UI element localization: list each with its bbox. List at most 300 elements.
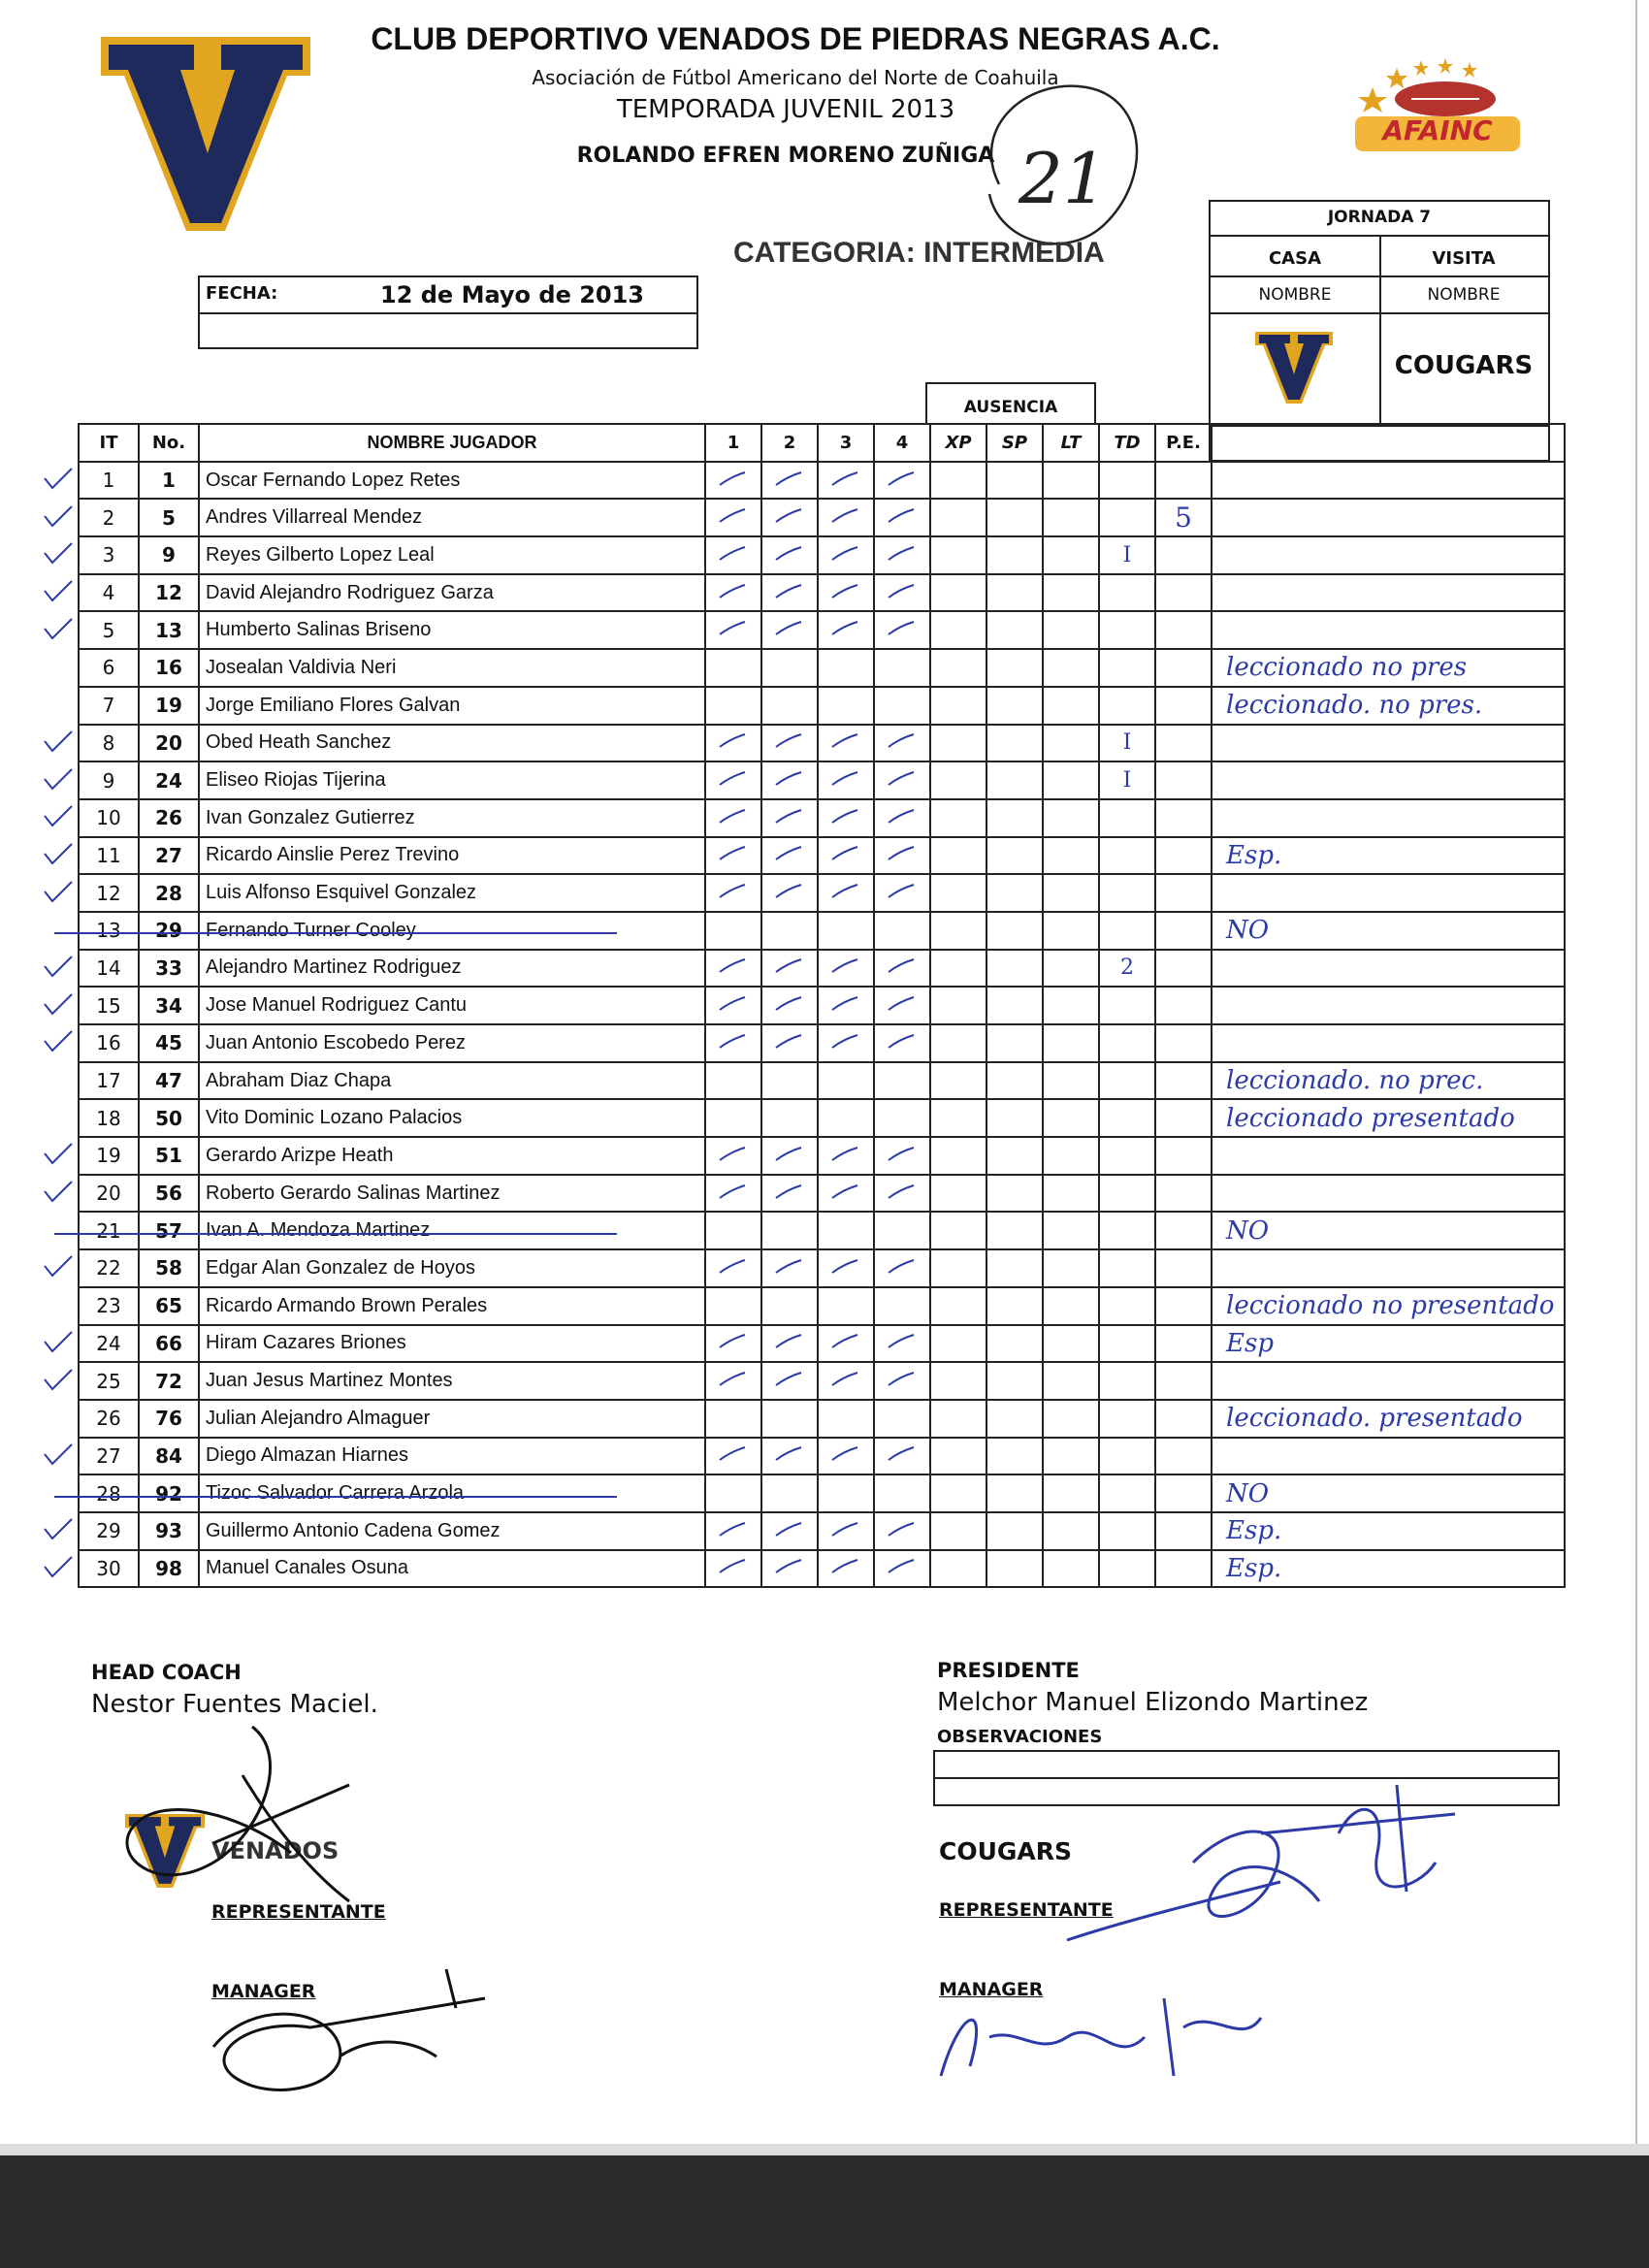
td-cell bbox=[1099, 1550, 1155, 1588]
td-cell bbox=[1099, 1474, 1155, 1512]
quarter-2-cell bbox=[761, 462, 818, 500]
pe-cell bbox=[1155, 1438, 1212, 1475]
margin-check bbox=[39, 765, 78, 798]
table-row bbox=[79, 1175, 1565, 1213]
margin-check bbox=[39, 1178, 78, 1211]
head-coach-name: Nestor Fuentes Maciel. bbox=[91, 1690, 378, 1719]
quarter-3-cell bbox=[818, 1362, 874, 1400]
xp-cell bbox=[930, 611, 986, 649]
row-it: 18 bbox=[79, 1099, 139, 1137]
observation-cell bbox=[1212, 611, 1565, 649]
td-cell bbox=[1099, 1212, 1155, 1249]
quarter-1-cell bbox=[705, 1325, 761, 1363]
margin-check bbox=[39, 615, 78, 648]
row-number: 56 bbox=[139, 1175, 199, 1213]
xp-cell bbox=[930, 536, 986, 574]
pe-cell bbox=[1155, 837, 1212, 875]
away-name-label: NOMBRE bbox=[1427, 285, 1501, 305]
observation-cell: leccionado no pres bbox=[1212, 649, 1565, 687]
home-manager-label: MANAGER bbox=[211, 1981, 316, 2002]
away-team-name: COUGARS bbox=[1394, 351, 1534, 380]
quarter-3-cell bbox=[818, 1212, 874, 1249]
row-it: 10 bbox=[79, 799, 139, 837]
row-it: 27 bbox=[79, 1438, 139, 1475]
row-it: 28 bbox=[79, 1474, 139, 1512]
xp-cell bbox=[930, 1362, 986, 1400]
pe-cell bbox=[1155, 1212, 1212, 1249]
td-cell bbox=[1099, 912, 1155, 950]
xp-cell bbox=[930, 1287, 986, 1325]
margin-check bbox=[39, 1328, 78, 1361]
away-representative-signature bbox=[1048, 1775, 1474, 1969]
td-cell bbox=[1099, 987, 1155, 1024]
lt-cell bbox=[1043, 1362, 1099, 1400]
player-name: Julian Alejandro Almaguer bbox=[199, 1400, 705, 1438]
td-cell bbox=[1099, 1512, 1155, 1550]
lt-cell bbox=[1043, 1249, 1099, 1287]
sp-cell bbox=[986, 761, 1043, 799]
table-row bbox=[79, 761, 1565, 799]
quarter-3-cell bbox=[818, 1325, 874, 1363]
td-cell bbox=[1099, 1287, 1155, 1325]
player-name: Eliseo Riojas Tijerina bbox=[199, 761, 705, 799]
table-row bbox=[79, 1249, 1565, 1287]
table-row bbox=[79, 687, 1565, 725]
observation-cell: Esp. bbox=[1212, 1550, 1565, 1588]
xp-cell bbox=[930, 1325, 986, 1363]
table-row bbox=[79, 1325, 1565, 1363]
xp-cell bbox=[930, 761, 986, 799]
season-title: TEMPORADA JUVENIL 2013 bbox=[616, 95, 955, 124]
margin-check bbox=[39, 728, 78, 761]
quarter-2-cell bbox=[761, 912, 818, 950]
lt-cell bbox=[1043, 1137, 1099, 1175]
lt-cell bbox=[1043, 536, 1099, 574]
lt-cell bbox=[1043, 649, 1099, 687]
observation-cell bbox=[1212, 574, 1565, 612]
lt-cell bbox=[1043, 1474, 1099, 1512]
quarter-3-cell bbox=[818, 912, 874, 950]
lt-cell bbox=[1043, 1550, 1099, 1588]
afa-logo-text: AFAINC bbox=[1382, 114, 1493, 146]
quarter-4-cell bbox=[874, 837, 930, 875]
quarter-4-cell bbox=[874, 950, 930, 988]
absence-header: AUSENCIA bbox=[925, 382, 1096, 425]
footer-away-team: COUGARS bbox=[939, 1837, 1073, 1865]
col-it: IT bbox=[79, 424, 139, 462]
col-q2: 2 bbox=[761, 424, 818, 462]
quarter-1-cell bbox=[705, 1249, 761, 1287]
home-name-label: NOMBRE bbox=[1258, 285, 1332, 305]
pe-cell bbox=[1155, 1249, 1212, 1287]
quarter-1-cell bbox=[705, 649, 761, 687]
quarter-4-cell bbox=[874, 1362, 930, 1400]
lt-cell bbox=[1043, 1175, 1099, 1213]
row-number: 19 bbox=[139, 687, 199, 725]
player-name: Jorge Emiliano Flores Galvan bbox=[199, 687, 705, 725]
table-row bbox=[79, 649, 1565, 687]
xp-cell bbox=[930, 837, 986, 875]
lt-cell bbox=[1043, 1062, 1099, 1100]
player-name: Ricardo Armando Brown Perales bbox=[199, 1287, 705, 1325]
player-name: Andres Villarreal Mendez bbox=[199, 499, 705, 536]
td-cell bbox=[1099, 1062, 1155, 1100]
quarter-1-cell bbox=[705, 837, 761, 875]
quarter-4-cell bbox=[874, 761, 930, 799]
quarter-3-cell bbox=[818, 1438, 874, 1475]
category-label: CATEGORIA: INTERMEDIA bbox=[733, 237, 1105, 269]
quarter-1-cell bbox=[705, 687, 761, 725]
player-name: Hiram Cazares Briones bbox=[199, 1325, 705, 1363]
head-coach-signature bbox=[97, 1717, 388, 1911]
row-it: 1 bbox=[79, 462, 139, 500]
td-cell: I bbox=[1099, 536, 1155, 574]
observation-cell bbox=[1212, 987, 1565, 1024]
observation-cell bbox=[1212, 462, 1565, 500]
row-number: 47 bbox=[139, 1062, 199, 1100]
pe-cell bbox=[1155, 649, 1212, 687]
player-name: Luis Alfonso Esquivel Gonzalez bbox=[199, 874, 705, 912]
quarter-4-cell bbox=[874, 462, 930, 500]
home-label: CASA bbox=[1268, 248, 1322, 269]
player-name: Ivan Gonzalez Gutierrez bbox=[199, 799, 705, 837]
quarter-3-cell bbox=[818, 1024, 874, 1062]
margin-check bbox=[39, 990, 78, 1023]
quarter-3-cell bbox=[818, 1474, 874, 1512]
quarter-2-cell bbox=[761, 725, 818, 762]
quarter-4-cell bbox=[874, 1099, 930, 1137]
quarter-2-cell bbox=[761, 1024, 818, 1062]
quarter-1-cell bbox=[705, 725, 761, 762]
lt-cell bbox=[1043, 1512, 1099, 1550]
margin-check bbox=[39, 840, 78, 873]
row-number: 27 bbox=[139, 837, 199, 875]
lt-cell bbox=[1043, 1212, 1099, 1249]
xp-cell bbox=[930, 912, 986, 950]
col-observations bbox=[1212, 424, 1565, 462]
margin-check bbox=[39, 1252, 78, 1285]
player-name: Tizoc Salvador Carrera Arzola bbox=[199, 1474, 705, 1512]
pe-cell bbox=[1155, 1137, 1212, 1175]
date-box bbox=[198, 275, 698, 349]
row-it: 7 bbox=[79, 687, 139, 725]
quarter-2-cell bbox=[761, 950, 818, 988]
lt-cell bbox=[1043, 874, 1099, 912]
row-it: 20 bbox=[79, 1175, 139, 1213]
observation-cell bbox=[1212, 799, 1565, 837]
col-name: NOMBRE JUGADOR bbox=[199, 424, 705, 462]
quarter-4-cell bbox=[874, 1400, 930, 1438]
player-name: Ivan A. Mendoza Martinez bbox=[199, 1212, 705, 1249]
sp-cell bbox=[986, 1062, 1043, 1100]
venados-logo bbox=[101, 37, 310, 231]
sp-cell bbox=[986, 987, 1043, 1024]
quarter-4-cell bbox=[874, 1249, 930, 1287]
quarter-2-cell bbox=[761, 1325, 818, 1363]
quarter-3-cell bbox=[818, 725, 874, 762]
td-cell bbox=[1099, 1099, 1155, 1137]
quarter-3-cell bbox=[818, 1512, 874, 1550]
away-manager-signature bbox=[931, 1979, 1280, 2095]
quarter-2-cell bbox=[761, 987, 818, 1024]
table-row bbox=[79, 1362, 1565, 1400]
quarter-2-cell bbox=[761, 649, 818, 687]
table-row bbox=[79, 1512, 1565, 1550]
pe-cell bbox=[1155, 1099, 1212, 1137]
president-name: Melchor Manuel Elizondo Martinez bbox=[937, 1688, 1369, 1717]
row-it: 16 bbox=[79, 1024, 139, 1062]
col-no: No. bbox=[139, 424, 199, 462]
table-row bbox=[79, 1474, 1565, 1512]
sp-cell bbox=[986, 1249, 1043, 1287]
lt-cell bbox=[1043, 1400, 1099, 1438]
sp-cell bbox=[986, 1550, 1043, 1588]
quarter-1-cell bbox=[705, 499, 761, 536]
quarter-2-cell bbox=[761, 1062, 818, 1100]
xp-cell bbox=[930, 1474, 986, 1512]
table-row bbox=[79, 837, 1565, 875]
sp-cell bbox=[986, 1438, 1043, 1475]
player-name: Ricardo Ainslie Perez Trevino bbox=[199, 837, 705, 875]
margin-check bbox=[39, 1027, 78, 1060]
quarter-4-cell bbox=[874, 987, 930, 1024]
row-it: 24 bbox=[79, 1325, 139, 1363]
pe-cell bbox=[1155, 611, 1212, 649]
pe-cell bbox=[1155, 574, 1212, 612]
pe-cell: 5 bbox=[1155, 499, 1212, 536]
observation-cell bbox=[1212, 1249, 1565, 1287]
margin-check bbox=[39, 1366, 78, 1399]
quarter-4-cell bbox=[874, 874, 930, 912]
observation-cell: Esp bbox=[1212, 1325, 1565, 1363]
sp-cell bbox=[986, 1099, 1043, 1137]
quarter-1-cell bbox=[705, 1512, 761, 1550]
col-q3: 3 bbox=[818, 424, 874, 462]
footer-home-team: VENADOS bbox=[211, 1837, 340, 1864]
observation-cell: NO bbox=[1212, 1212, 1565, 1249]
td-cell bbox=[1099, 1438, 1155, 1475]
lt-cell bbox=[1043, 725, 1099, 762]
td-cell bbox=[1099, 574, 1155, 612]
observation-cell bbox=[1212, 1438, 1565, 1475]
quarter-3-cell bbox=[818, 462, 874, 500]
margin-check bbox=[39, 1515, 78, 1548]
row-it: 14 bbox=[79, 950, 139, 988]
quarter-2-cell bbox=[761, 574, 818, 612]
table-row bbox=[79, 725, 1565, 762]
lt-cell bbox=[1043, 574, 1099, 612]
lt-cell bbox=[1043, 950, 1099, 988]
table-row bbox=[79, 611, 1565, 649]
quarter-3-cell bbox=[818, 799, 874, 837]
player-name: Jose Manuel Rodriguez Cantu bbox=[199, 987, 705, 1024]
row-it: 13 bbox=[79, 912, 139, 950]
quarter-3-cell bbox=[818, 1287, 874, 1325]
quarter-1-cell bbox=[705, 462, 761, 500]
sp-cell bbox=[986, 1287, 1043, 1325]
table-row bbox=[79, 1024, 1565, 1062]
quarter-4-cell bbox=[874, 912, 930, 950]
row-number: 29 bbox=[139, 912, 199, 950]
sp-cell bbox=[986, 1325, 1043, 1363]
td-cell bbox=[1099, 649, 1155, 687]
quarter-2-cell bbox=[761, 1438, 818, 1475]
lt-cell bbox=[1043, 1438, 1099, 1475]
row-it: 23 bbox=[79, 1287, 139, 1325]
player-name: Vito Dominic Lozano Palacios bbox=[199, 1099, 705, 1137]
player-name: Manuel Canales Osuna bbox=[199, 1550, 705, 1588]
handwritten-number: 21 bbox=[1018, 138, 1108, 219]
row-number: 26 bbox=[139, 799, 199, 837]
table-row bbox=[79, 499, 1565, 536]
row-it: 4 bbox=[79, 574, 139, 612]
row-number: 58 bbox=[139, 1249, 199, 1287]
player-name: Diego Almazan Hiarnes bbox=[199, 1438, 705, 1475]
quarter-4-cell bbox=[874, 1474, 930, 1512]
observation-cell: NO bbox=[1212, 1474, 1565, 1512]
row-it: 22 bbox=[79, 1249, 139, 1287]
table-row bbox=[79, 1062, 1565, 1100]
quarter-2-cell bbox=[761, 1287, 818, 1325]
quarter-4-cell bbox=[874, 1212, 930, 1249]
sp-cell bbox=[986, 1024, 1043, 1062]
margin-check bbox=[39, 1140, 78, 1173]
home-representative-label: REPRESENTANTE bbox=[211, 1901, 386, 1923]
sp-cell bbox=[986, 1362, 1043, 1400]
row-number: 72 bbox=[139, 1362, 199, 1400]
col-q1: 1 bbox=[705, 424, 761, 462]
quarter-3-cell bbox=[818, 1400, 874, 1438]
row-it: 15 bbox=[79, 987, 139, 1024]
lt-cell bbox=[1043, 799, 1099, 837]
observation-cell: leccionado. no prec. bbox=[1212, 1062, 1565, 1100]
td-cell bbox=[1099, 799, 1155, 837]
xp-cell bbox=[930, 462, 986, 500]
date-label: FECHA: bbox=[206, 283, 278, 304]
col-xp: XP bbox=[930, 424, 986, 462]
lt-cell bbox=[1043, 912, 1099, 950]
sp-cell bbox=[986, 725, 1043, 762]
pe-cell bbox=[1155, 761, 1212, 799]
pe-cell bbox=[1155, 536, 1212, 574]
margin-check bbox=[39, 1553, 78, 1586]
home-manager-signature bbox=[194, 1960, 504, 2115]
lt-cell bbox=[1043, 611, 1099, 649]
observations-label: OBSERVACIONES bbox=[937, 1727, 1103, 1747]
pe-cell bbox=[1155, 1512, 1212, 1550]
row-number: 1 bbox=[139, 462, 199, 500]
row-it: 2 bbox=[79, 499, 139, 536]
table-header-row bbox=[79, 424, 1565, 462]
quarter-1-cell bbox=[705, 1400, 761, 1438]
quarter-3-cell bbox=[818, 874, 874, 912]
xp-cell bbox=[930, 1212, 986, 1249]
roster-table bbox=[78, 423, 1566, 1588]
table-row bbox=[79, 950, 1565, 988]
observation-cell bbox=[1212, 874, 1565, 912]
away-manager-label: MANAGER bbox=[939, 1979, 1044, 2000]
xp-cell bbox=[930, 987, 986, 1024]
td-cell bbox=[1099, 837, 1155, 875]
td-cell bbox=[1099, 499, 1155, 536]
quarter-3-cell bbox=[818, 1062, 874, 1100]
quarter-2-cell bbox=[761, 499, 818, 536]
observation-cell bbox=[1212, 725, 1565, 762]
quarter-1-cell bbox=[705, 1474, 761, 1512]
col-lt: LT bbox=[1043, 424, 1099, 462]
row-number: 45 bbox=[139, 1024, 199, 1062]
pe-cell bbox=[1155, 1474, 1212, 1512]
table-row bbox=[79, 536, 1565, 574]
quarter-1-cell bbox=[705, 1550, 761, 1588]
player-name: Guillermo Antonio Cadena Gomez bbox=[199, 1512, 705, 1550]
pe-cell bbox=[1155, 1550, 1212, 1588]
official-name: ROLANDO EFREN MORENO ZUÑIGA bbox=[576, 144, 995, 168]
quarter-3-cell bbox=[818, 1099, 874, 1137]
row-number: 66 bbox=[139, 1325, 199, 1363]
away-representative-label: REPRESENTANTE bbox=[939, 1899, 1114, 1921]
jornada-title: JORNADA 7 bbox=[1327, 208, 1432, 227]
margin-check bbox=[39, 953, 78, 986]
sp-cell bbox=[986, 1175, 1043, 1213]
pe-cell bbox=[1155, 874, 1212, 912]
quarter-3-cell bbox=[818, 536, 874, 574]
pe-cell bbox=[1155, 1175, 1212, 1213]
player-name: Abraham Diaz Chapa bbox=[199, 1062, 705, 1100]
row-number: 34 bbox=[139, 987, 199, 1024]
margin-check bbox=[39, 465, 78, 498]
quarter-2-cell bbox=[761, 1362, 818, 1400]
td-cell bbox=[1099, 1362, 1155, 1400]
lt-cell bbox=[1043, 1024, 1099, 1062]
quarter-4-cell bbox=[874, 649, 930, 687]
quarter-2-cell bbox=[761, 1212, 818, 1249]
home-team-logo bbox=[1255, 332, 1333, 404]
row-number: 9 bbox=[139, 536, 199, 574]
observation-cell: NO bbox=[1212, 912, 1565, 950]
away-label: VISITA bbox=[1432, 248, 1496, 269]
xp-cell bbox=[930, 1550, 986, 1588]
player-name: Juan Jesus Martinez Montes bbox=[199, 1362, 705, 1400]
player-name: Josealan Valdivia Neri bbox=[199, 649, 705, 687]
col-sp: SP bbox=[986, 424, 1043, 462]
margin-check bbox=[39, 502, 78, 535]
lt-cell bbox=[1043, 837, 1099, 875]
table-row bbox=[79, 1400, 1565, 1438]
row-number: 12 bbox=[139, 574, 199, 612]
td-cell bbox=[1099, 1175, 1155, 1213]
player-name: Fernando Turner Cooley bbox=[199, 912, 705, 950]
pe-cell bbox=[1155, 1325, 1212, 1363]
association-name: Asociación de Fútbol Americano del Norte de Coahuila bbox=[532, 66, 1059, 89]
player-name: Humberto Salinas Briseno bbox=[199, 611, 705, 649]
xp-cell bbox=[930, 799, 986, 837]
quarter-4-cell bbox=[874, 725, 930, 762]
table-row bbox=[79, 462, 1565, 500]
observation-cell: leccionado. presentado bbox=[1212, 1400, 1565, 1438]
sp-cell bbox=[986, 837, 1043, 875]
row-number: 28 bbox=[139, 874, 199, 912]
sp-cell bbox=[986, 1212, 1043, 1249]
row-it: 3 bbox=[79, 536, 139, 574]
td-cell bbox=[1099, 462, 1155, 500]
row-number: 92 bbox=[139, 1474, 199, 1512]
quarter-1-cell bbox=[705, 1438, 761, 1475]
margin-check bbox=[39, 1441, 78, 1474]
table-row bbox=[79, 912, 1565, 950]
observation-cell bbox=[1212, 499, 1565, 536]
quarter-2-cell bbox=[761, 1099, 818, 1137]
